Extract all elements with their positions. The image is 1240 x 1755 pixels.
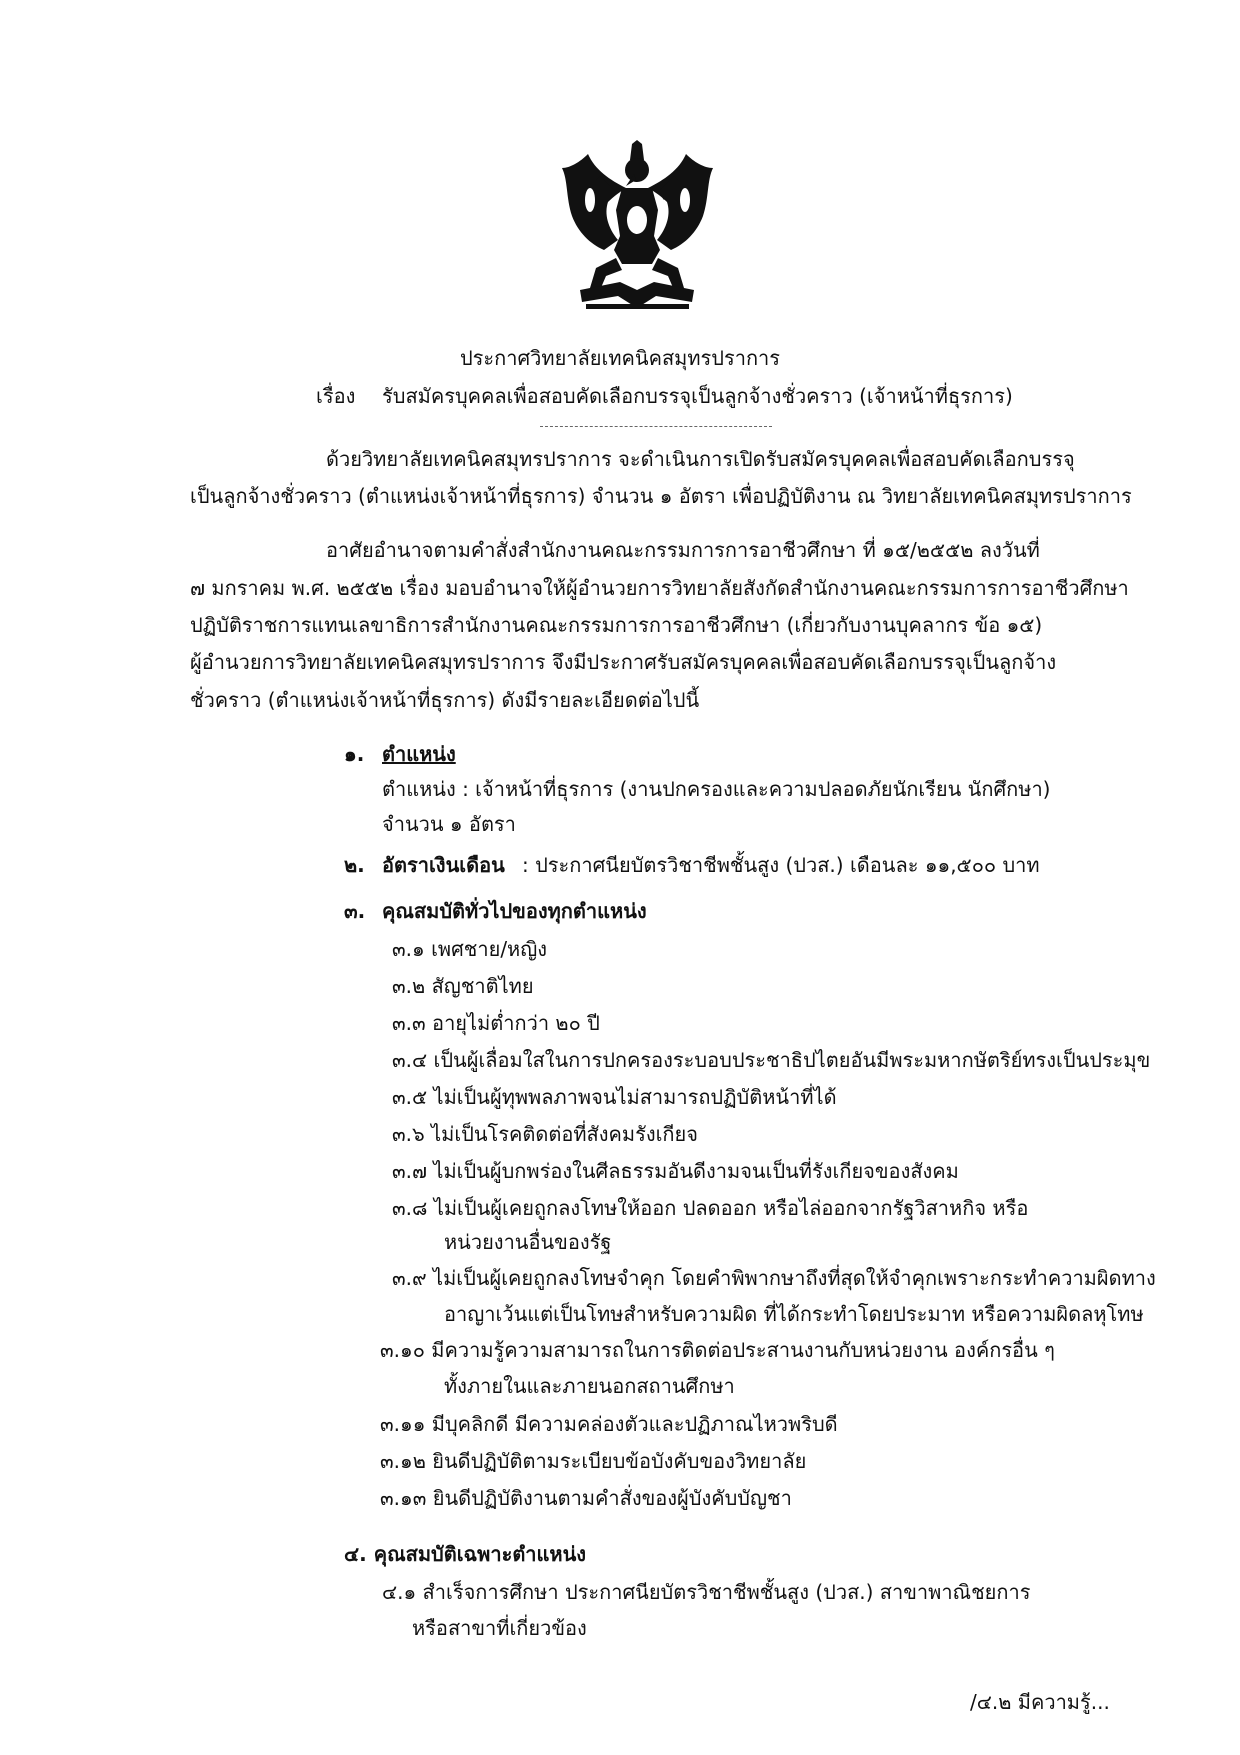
- title-divider: [540, 426, 772, 427]
- qualification-item: ๓.๘ ไม่เป็นผู้เคยถูกลงโทษให้ออก ปลดออก หรือไล่ออกจากรัฐวิสาหกิจ หรือ: [392, 1196, 1029, 1220]
- specific-qualification-item: ๔.๑ สำเร็จการศึกษา ประกาศนียบัตรวิชาชีพชั้นสูง (ปวส.) สาขาพาณิชยการ: [382, 1580, 1031, 1604]
- section3-number: ๓.: [344, 899, 366, 923]
- qualification-item: ๓.๖ ไม่เป็นโรคติดต่อที่สังคมรังเกียจ: [392, 1122, 698, 1146]
- section1-heading: ตำแหน่ง: [382, 742, 456, 766]
- intro-p1-line: ด้วยวิทยาลัยเทคนิคสมุทรปราการ จะดำเนินการเปิดรับสมัครบุคคลเพื่อสอบคัดเลือกบรรจุ: [326, 447, 1075, 471]
- qualification-item-cont: อาญาเว้นแต่เป็นโทษสำหรับความผิด ที่ได้กระทำโดยประมาท หรือความผิดลหุโทษ: [444, 1302, 1144, 1326]
- intro-p2-line: ชั่วคราว (ตำแหน่งเจ้าหน้าที่ธุรการ) ดังมีรายละเอียดต่อไปนี้: [190, 688, 700, 712]
- section1-position: ตำแหน่ง : เจ้าหน้าที่ธุรการ (งานปกครองและความปลอดภัยนักเรียน นักศึกษา): [382, 777, 1051, 801]
- garuda-emblem-icon: [560, 140, 715, 312]
- intro-p2-line: ปฏิบัติราชการแทนเลขาธิการสำนักงานคณะกรรมการการอาชีวศึกษา (เกี่ยวกับงานบุคลากร ข้อ ๑๕): [190, 613, 1043, 637]
- announcement-title: ประกาศวิทยาลัยเทคนิคสมุทรปราการ: [459, 346, 781, 370]
- section1-number: ๑.: [344, 742, 365, 766]
- section4-heading: ๔. คุณสมบัติเฉพาะตำแหน่ง: [344, 1542, 587, 1566]
- section1-count: จำนวน ๑ อัตรา: [382, 812, 516, 836]
- qualification-item: ๓.๒ สัญชาติไทย: [392, 974, 534, 998]
- section2-heading: อัตราเงินเดือน: [382, 853, 505, 877]
- qualification-item: ๓.๓ อายุไม่ต่ำกว่า ๒๐ ปี: [392, 1011, 600, 1035]
- qualification-item: ๓.๑๓ ยินดีปฏิบัติงานตามคำสั่งของผู้บังคับบัญชา: [380, 1486, 792, 1510]
- subject-text: รับสมัครบุคคลเพื่อสอบคัดเลือกบรรจุเป็นลูกจ้างชั่วคราว (เจ้าหน้าที่ธุรการ): [382, 384, 1013, 408]
- qualification-item: ๓.๙ ไม่เป็นผู้เคยถูกลงโทษจำคุก โดยคำพิพากษาถึงที่สุดให้จำคุกเพราะกระทำความผิดทาง: [392, 1266, 1156, 1290]
- qualification-item: ๓.๑๒ ยินดีปฏิบัติตามระเบียบข้อบังคับของวิทยาลัย: [380, 1449, 807, 1473]
- subject-label: เรื่อง: [316, 384, 356, 408]
- qualification-item: ๓.๑๐ มีความรู้ความสามารถในการติดต่อประสานงานกับหน่วยงาน องค์กรอื่น ๆ: [380, 1338, 1055, 1362]
- qualification-item: ๓.๕ ไม่เป็นผู้ทุพพลภาพจนไม่สามารถปฏิบัติหน้าที่ได้: [392, 1085, 837, 1109]
- section2-number: ๒.: [344, 853, 365, 877]
- intro-p1-line: เป็นลูกจ้างชั่วคราว (ตำแหน่งเจ้าหน้าที่ธุรการ) จำนวน ๑ อัตรา เพื่อปฏิบัติงาน ณ วิทยาลัยเทคนิคสมุทรปราการ: [190, 484, 1132, 508]
- intro-p2-line: ผู้อำนวยการวิทยาลัยเทคนิคสมุทรปราการ จึงมีประกาศรับสมัครบุคคลเพื่อสอบคัดเลือกบรรจุเป็นลูกจ้าง: [190, 650, 1057, 674]
- section3-heading: คุณสมบัติทั่วไปของทุกตำแหน่ง: [382, 899, 647, 923]
- qualification-item: ๓.๗ ไม่เป็นผู้บกพร่องในศีลธรรมอันดีงามจนเป็นที่รังเกียจของสังคม: [392, 1159, 959, 1183]
- qualification-item-cont: ทั้งภายในและภายนอกสถานศึกษา: [444, 1374, 735, 1398]
- section2-salary: : ประกาศนียบัตรวิชาชีพชั้นสูง (ปวส.) เดือนละ ๑๑,๕๐๐ บาท: [522, 853, 1040, 877]
- qualification-item: ๓.๑๑ มีบุคลิกดี มีความคล่องตัวและปฏิภาณไหวพริบดี: [380, 1412, 838, 1436]
- qualification-item: ๓.๔ เป็นผู้เลื่อมใสในการปกครองระบอบประชาธิปไตยอันมีพระมหากษัตริย์ทรงเป็นประมุข: [392, 1048, 1151, 1072]
- qualification-item-cont: หน่วยงานอื่นของรัฐ: [444, 1230, 612, 1254]
- specific-qualification-item-cont: หรือสาขาที่เกี่ยวข้อง: [412, 1616, 587, 1640]
- continuation-note: /๔.๒ มีความรู้...: [970, 1690, 1110, 1714]
- qualification-item: ๓.๑ เพศชาย/หญิง: [392, 937, 548, 961]
- intro-p2-line: ๗ มกราคม พ.ศ. ๒๕๕๒ เรื่อง มอบอำนาจให้ผู้อำนวยการวิทยาลัยสังกัดสำนักงานคณะกรรมการการอาชีวศึกษา: [190, 576, 1129, 600]
- intro-p2-line: อาศัยอำนาจตามคำสั่งสำนักงานคณะกรรมการการอาชีวศึกษา ที่ ๑๕/๒๕๕๒ ลงวันที่: [326, 538, 1040, 562]
